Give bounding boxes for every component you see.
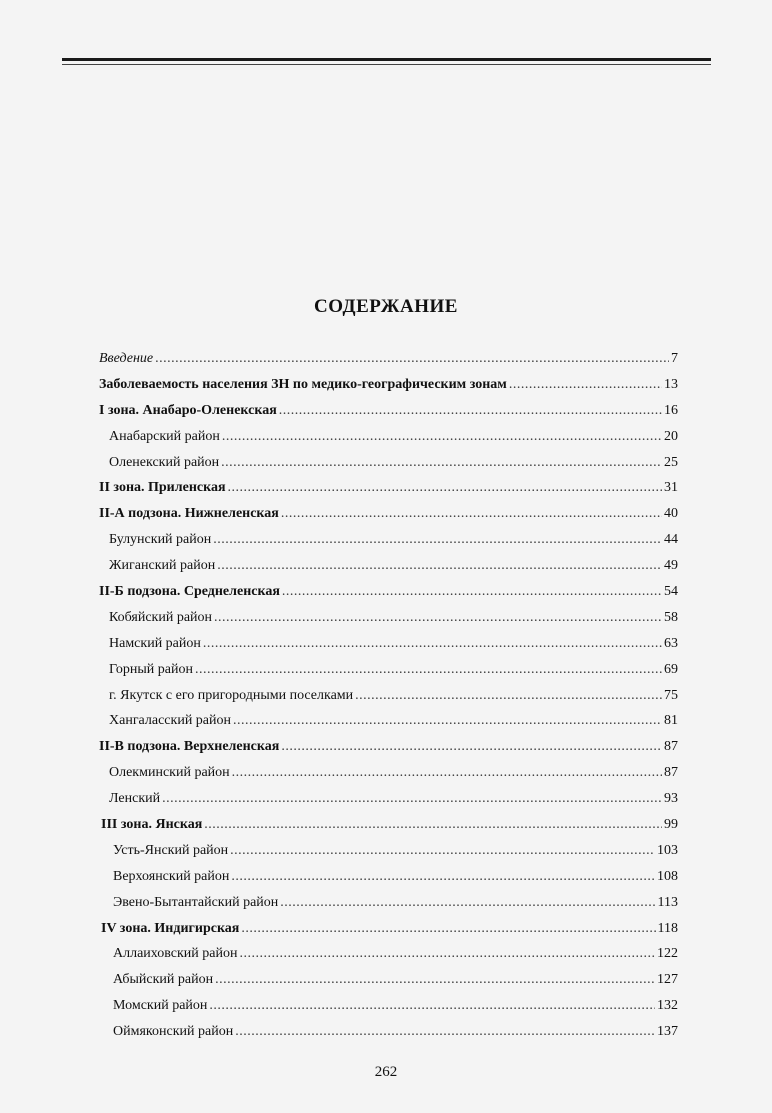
page-number: 262 (374, 1064, 398, 1080)
toc-entry-page: 13 (664, 376, 678, 392)
toc-entry-page: 20 (664, 428, 678, 444)
toc-leader-dots (232, 760, 662, 786)
table-of-contents (98, 346, 678, 1045)
toc-leader-dots (228, 475, 662, 501)
toc-entry-page: 7 (671, 351, 678, 366)
toc-entry-label: Анабарский район (109, 428, 220, 444)
toc-entry-label: II-Б подзона. Среднеленская (99, 584, 280, 600)
toc-entry-page: 113 (657, 894, 678, 910)
toc-entry (98, 346, 678, 372)
toc-leader-dots (233, 708, 662, 734)
toc-entry-label: II-А подзона. Нижнеленская (99, 506, 279, 522)
toc-entry (98, 579, 678, 605)
toc-entry-label: г. Якутск с его пригородными поселками (109, 687, 354, 703)
toc-entry-label: Эвено-Бытантайский район (113, 894, 279, 910)
toc-entry (98, 657, 678, 683)
toc-entry-label: Кобяйский район (109, 609, 213, 625)
toc-entry-label: Олекминский район (109, 765, 230, 781)
toc-entry (98, 527, 678, 553)
toc-entry (98, 605, 678, 631)
toc-entry (98, 916, 678, 942)
toc-leader-dots (204, 812, 662, 838)
toc-entry-label: Булунский район (109, 532, 212, 548)
toc-leader-dots (162, 786, 662, 812)
header-rule-thick (62, 58, 711, 61)
toc-leader-dots (217, 553, 662, 579)
toc-entry-label: Горный район (109, 661, 193, 677)
toc-entry-page: 16 (664, 402, 678, 418)
toc-entry (98, 864, 678, 890)
toc-leader-dots (355, 683, 662, 709)
toc-entry-page: 54 (664, 584, 678, 600)
toc-entry (98, 734, 678, 760)
toc-entry-page: 58 (664, 609, 678, 625)
toc-entry-label: I зона. Анабаро-Оленекская (99, 402, 277, 418)
toc-entry (98, 450, 678, 476)
toc-entry (98, 683, 678, 709)
toc-entry-page: 93 (664, 791, 678, 807)
toc-entry-label: Введение (99, 351, 154, 366)
toc-leader-dots (155, 346, 669, 372)
toc-entry-label: Жиганский район (109, 558, 216, 574)
toc-entry-page: 25 (664, 454, 678, 470)
toc-leader-dots (203, 631, 662, 657)
toc-entry-page: 75 (664, 687, 678, 703)
toc-entry-label: Ленский (109, 791, 161, 807)
toc-entry-page: 132 (657, 998, 678, 1014)
toc-entry (98, 812, 678, 838)
toc-entry-page: 63 (664, 635, 678, 651)
toc-entry-label: Абыйский район (113, 972, 214, 988)
toc-leader-dots (221, 450, 662, 476)
toc-entry (98, 786, 678, 812)
toc-entry-label: IV зона. Индигирская (101, 920, 240, 936)
toc-entry-label: Верхоянский район (113, 868, 230, 884)
toc-entry (98, 967, 678, 993)
toc-entry-page: 69 (664, 661, 678, 677)
toc-entry (98, 398, 678, 424)
toc-entry-label: Намский район (109, 635, 201, 651)
toc-entry (98, 1019, 678, 1045)
toc-entry-page: 118 (657, 920, 678, 936)
toc-entry-page: 49 (664, 558, 678, 574)
header-rule-thin (62, 64, 711, 65)
toc-entry-label: II-В подзона. Верхнеленская (99, 739, 280, 755)
toc-entry-page: 122 (657, 946, 678, 962)
toc-leader-dots (230, 838, 655, 864)
toc-entry-label: Хангаласский район (109, 713, 232, 729)
toc-entry (98, 708, 678, 734)
toc-entry-label: Заболеваемость населения ЗН по медико-географическим зонам (99, 376, 507, 392)
toc-entry-label: Аллаиховский район (113, 946, 238, 962)
toc-leader-dots (241, 916, 655, 942)
toc-entry-page: 137 (657, 1024, 678, 1040)
toc-entry (98, 993, 678, 1019)
toc-entry-page: 40 (664, 506, 678, 522)
page-title: СОДЕРЖАНИЕ (314, 296, 458, 317)
toc-entry-label: Оймяконский район (113, 1024, 234, 1040)
toc-entry (98, 475, 678, 501)
toc-entry-label: Оленекский район (109, 454, 220, 470)
toc-entry (98, 501, 678, 527)
toc-leader-dots (214, 605, 662, 631)
toc-leader-dots (231, 864, 655, 890)
toc-entry (98, 941, 678, 967)
toc-entry-page: 127 (657, 972, 678, 988)
toc-leader-dots (195, 657, 662, 683)
toc-entry-page: 31 (664, 480, 678, 496)
toc-entry (98, 760, 678, 786)
toc-entry (98, 553, 678, 579)
toc-entry (98, 890, 678, 916)
toc-entry-page: 87 (664, 739, 678, 755)
toc-entry-page: 87 (664, 765, 678, 781)
toc-entry (98, 372, 678, 398)
toc-entry (98, 838, 678, 864)
toc-entry-label: Усть-Янский район (113, 842, 229, 858)
toc-entry-page: 99 (664, 817, 678, 833)
toc-leader-dots (235, 1019, 655, 1045)
toc-entry-page: 44 (664, 532, 678, 548)
toc-leader-dots (239, 941, 655, 967)
toc-leader-dots (279, 398, 662, 424)
toc-entry (98, 424, 678, 450)
toc-leader-dots (209, 993, 655, 1019)
toc-leader-dots (280, 890, 655, 916)
toc-entry-page: 81 (664, 713, 678, 729)
toc-leader-dots (282, 579, 662, 605)
toc-entry-page: 103 (657, 842, 678, 858)
toc-entry-page: 108 (657, 868, 678, 884)
toc-leader-dots (215, 967, 655, 993)
toc-leader-dots (213, 527, 662, 553)
toc-entry-label: II зона. Приленская (99, 480, 226, 496)
toc-leader-dots (281, 734, 662, 760)
toc-leader-dots (281, 501, 662, 527)
toc-entry-label: III зона. Янская (101, 817, 203, 833)
toc-entry (98, 631, 678, 657)
toc-entry-label: Момский район (113, 998, 208, 1014)
toc-leader-dots (222, 424, 662, 450)
toc-leader-dots (509, 372, 662, 398)
